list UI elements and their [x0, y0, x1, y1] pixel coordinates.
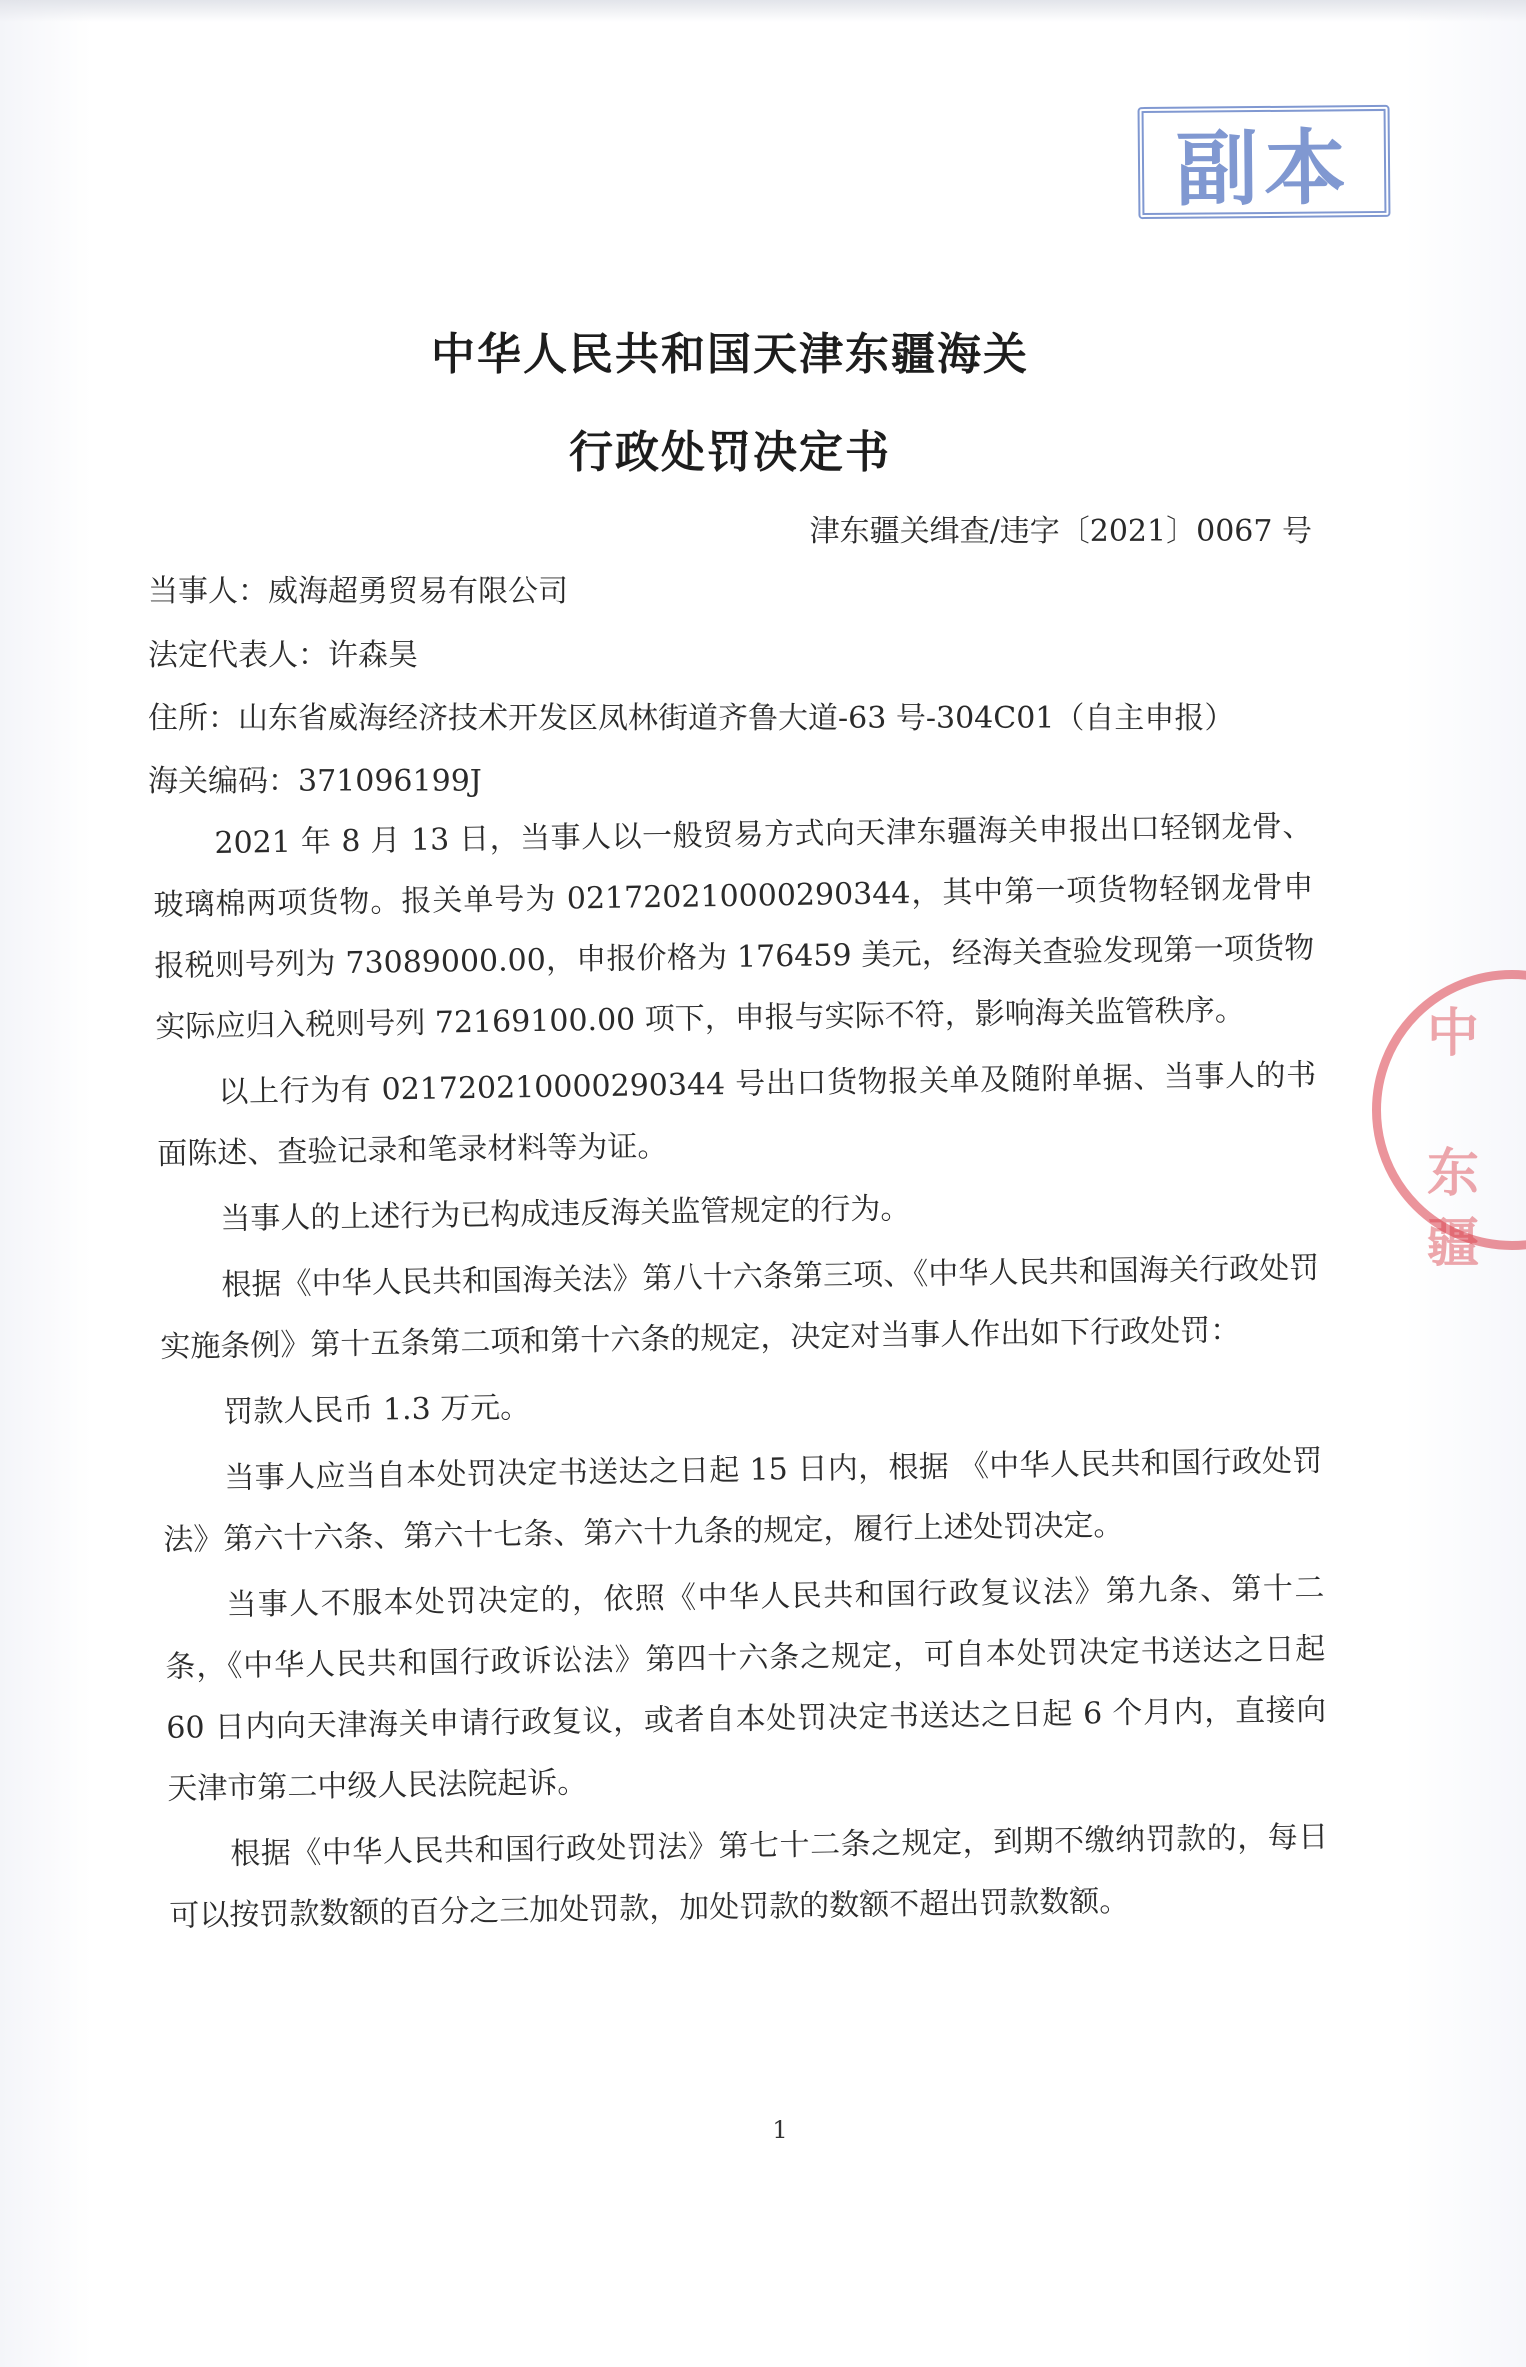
legal-representative: 法定代表人：许森昊 — [148, 638, 418, 673]
document-number: 津东疆关缉查/违字〔2021〕0067 号 — [809, 514, 1312, 549]
customs-code: 海关编码：371096199J — [148, 764, 482, 799]
document-title-line2: 行政处罚决定书 — [569, 427, 891, 478]
decision-body — [152, 796, 1330, 1952]
official-seal — [1372, 970, 1526, 1274]
paragraph-late-penalty: 根据《中华人民共和国行政处罚法》第七十二条之规定，到期不缴纳罚款的，每日可以按罚款数额的百分之三加处罚款，加处罚款的数额不超出罚款数额。 — [169, 1819, 1329, 1934]
document-title-line1: 中华人民共和国天津东疆海关 — [431, 329, 1029, 380]
party-address: 住所：山东省威海经济技术开发区凤林街道齐鲁大道-63 号-304C01（自主申报） — [148, 701, 1235, 736]
seal-fragment-text: 中 东疆 — [1427, 1004, 1480, 1274]
paragraph-facts: 2021 年 8 月 13 日，当事人以一般贸易方式向天津东疆海关申报出口轻钢龙骨、玻璃棉两项货物。报关单号为 021720210000290344，其中第一项货物轻钢龙骨申报税则号列为 73089000.00，申报价格为 176459 美元，经海关查验发现第一项货物实际应归入税则号列 72169100.00 项下，申报与实际不符，影响海关监管秩序。 — [153, 808, 1315, 1045]
party-name: 当事人：威海超勇贸易有限公司 — [148, 574, 568, 609]
scan-edge-shadow — [0, 0, 1526, 22]
copy-stamp — [1138, 105, 1391, 219]
page-number: 1 — [772, 2116, 788, 2144]
copy-stamp-label: 副本 — [1175, 120, 1353, 218]
paragraph-penalty: 罚款人民币 1.3 万元。 — [223, 1390, 531, 1430]
paragraph-appeal-rights: 当事人不服本处罚决定的，依照《中华人民共和国行政复议法》第九条、第十二条，《中华人民共和国行政诉讼法》第四十六条之规定，可自本处罚决定书送达之日起 60 日内向天津海关申请行政复议，或者自本处罚决定书送达之日起 6 个月内，直接向天津市第二中级人民法院起诉。 — [165, 1570, 1327, 1807]
paragraph-payment-deadline: 当事人应当自本处罚决定书送达之日起 15 日内，根据 《中华人民共和国行政处罚法》第六十六条、第六十七条、第六十九条的规定，履行上述处罚决定。 — [163, 1443, 1323, 1558]
paragraph-evidence: 以上行为有 021720210000290344 号出口货物报关单及随附单据、当事人的书面陈述、查验记录和笔录材料等为证。 — [157, 1057, 1317, 1172]
paragraph-violation: 当事人的上述行为已构成违反海关监管规定的行为。 — [220, 1191, 911, 1237]
paragraph-legal-basis: 根据《中华人民共和国海关法》第八十六条第三项、《中华人民共和国海关行政处罚实施条例》第十五条第二项和第十六条的规定，决定对当事人作出如下行政处罚： — [160, 1250, 1320, 1365]
